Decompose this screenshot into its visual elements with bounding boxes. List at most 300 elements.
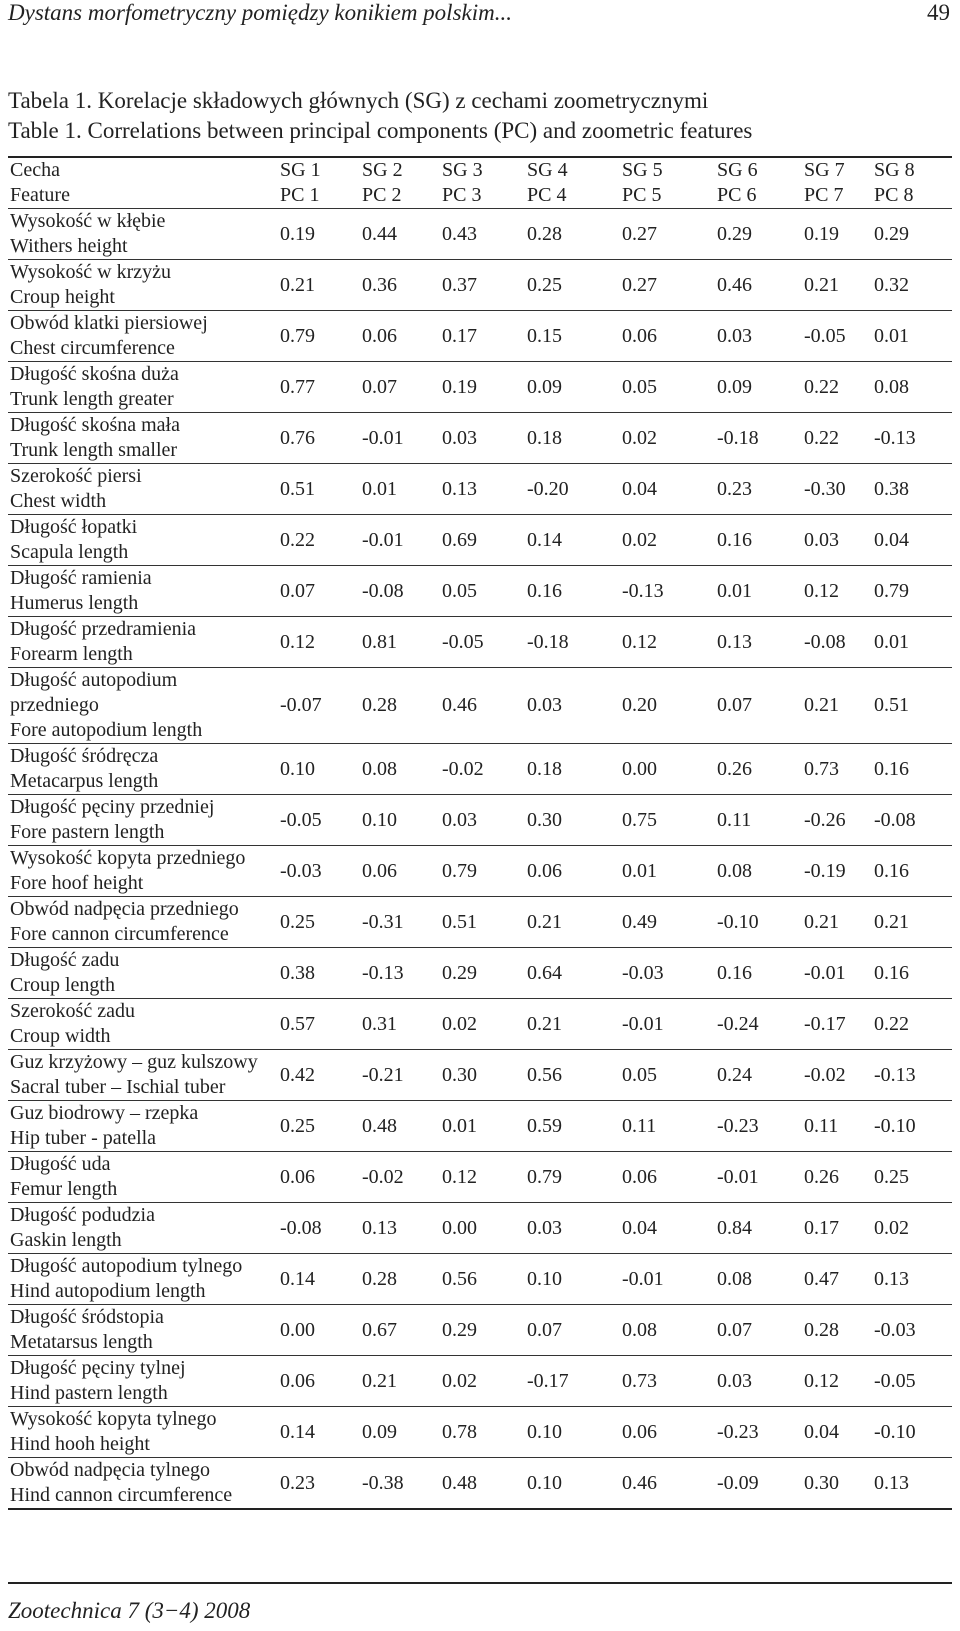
value-cell: 0.21 [280,273,315,296]
value-cell: -0.01 [804,961,846,984]
value-cell: 0.46 [717,273,752,296]
value-cell: 0.04 [804,1420,839,1443]
feature-name: Guz biodrowy – rzepka [10,1102,199,1124]
running-header [8,0,952,30]
feature-cell [8,209,278,260]
value-cell: 0.05 [622,375,657,398]
table-header [8,157,952,209]
feature-name: Wysokość w kłębie [10,210,166,232]
value-cell: 0.05 [442,579,477,602]
value-cell: 0.28 [804,1318,839,1341]
value-cell: -0.08 [280,1216,322,1239]
value-cell: -0.02 [804,1063,846,1086]
header-label-en: Feature [10,184,70,206]
feature-name: Długość zadu [10,949,120,971]
feature-name: Gaskin length [10,1229,122,1251]
value-cell: -0.31 [362,910,404,933]
value-cell: 0.79 [527,1165,562,1188]
value-cell: 0.04 [622,1216,657,1239]
feature-cell [8,515,278,566]
value-cell: 0.48 [442,1471,477,1494]
value-cell: 0.16 [527,579,562,602]
value-cell: -0.13 [622,579,664,602]
value-cell: -0.01 [362,528,404,551]
feature-name: Withers height [10,235,128,257]
value-cell: 0.42 [280,1063,315,1086]
value-cell: 0.00 [622,757,657,780]
value-cell: 0.23 [717,477,752,500]
header-component [715,157,802,209]
value-cell: 0.69 [442,528,477,551]
feature-cell [8,566,278,617]
value-cell: 0.12 [804,579,839,602]
value-cell: -0.23 [717,1114,759,1137]
table-body [8,209,952,1510]
header-label-pl: SG 5 [622,159,663,181]
value-cell: -0.05 [442,630,484,653]
value-cell: -0.01 [362,426,404,449]
value-cell: -0.23 [717,1420,759,1443]
value-cell: 0.11 [804,1114,839,1137]
feature-cell [8,311,278,362]
header-label-pl: SG 8 [874,159,915,181]
value-cell: -0.07 [280,694,322,716]
value-cell: 0.57 [280,1012,315,1035]
value-cell: 0.03 [717,324,752,347]
value-cell: -0.18 [717,426,759,449]
value-cell: 0.79 [874,579,909,602]
feature-name: Croup height [10,286,115,308]
value-cell: 0.75 [622,808,657,831]
feature-cell [8,1305,278,1356]
value-cell: 0.19 [442,375,477,398]
feature-name: Długość pęciny tylnej [10,1357,186,1379]
value-cell: -0.03 [622,961,664,984]
value-cell: 0.01 [622,859,657,882]
feature-name: Chest circumference [10,337,175,359]
value-cell: 0.13 [874,1267,909,1290]
feature-name: Długość ramienia [10,567,152,589]
header-label-en: PC 4 [527,184,567,206]
feature-name: Fore cannon circumference [10,923,229,945]
value-cell: -0.20 [527,477,569,500]
feature-cell [8,1458,278,1510]
value-cell: 0.21 [804,273,839,296]
header-component [360,157,440,209]
value-cell: 0.24 [717,1063,752,1086]
header-label-pl: SG 2 [362,159,403,181]
value-cell: 0.11 [622,1114,657,1137]
value-cell: -0.01 [622,1012,664,1035]
header-label-en: PC 7 [804,184,844,206]
header-label-en: PC 6 [717,184,757,206]
value-cell: 0.81 [362,630,397,653]
value-cell: 0.14 [280,1267,315,1290]
feature-name: Fore autopodium length [10,719,203,741]
value-cell: 0.02 [622,528,657,551]
value-cell: 0.21 [804,910,839,933]
table-row [8,413,952,464]
feature-name: Długość autopodium [10,669,178,691]
value-cell: 0.13 [717,630,752,653]
value-cell: 0.29 [717,222,752,245]
value-cell: 0.08 [622,1318,657,1341]
value-cell: 0.08 [874,375,909,398]
feature-name: Chest width [10,490,107,512]
table-row [8,1254,952,1305]
value-cell: 0.56 [527,1063,562,1086]
table-row [8,1458,952,1510]
value-cell: 0.84 [717,1216,752,1239]
value-cell: 0.29 [442,1318,477,1341]
feature-cell [8,1203,278,1254]
value-cell: 0.44 [362,222,397,245]
header-label-en: PC 3 [442,184,482,206]
value-cell: 0.06 [622,1420,657,1443]
table-row [8,464,952,515]
value-cell: 0.32 [874,273,909,296]
feature-name: Długość łopatki [10,516,138,538]
header-label-en: PC 8 [874,184,914,206]
value-cell: 0.28 [362,1267,397,1290]
feature-name: Obwód nadpęcia tylnego [10,1459,210,1481]
header-component [525,157,620,209]
table-row [8,846,952,897]
value-cell: 0.07 [717,1318,752,1341]
feature-cell [8,668,278,744]
value-cell: 0.10 [362,808,397,831]
value-cell: 0.56 [442,1267,477,1290]
value-cell: 0.12 [280,630,315,653]
value-cell: 0.38 [874,477,909,500]
table-row [8,1407,952,1458]
header-feature [8,157,278,209]
value-cell: 0.20 [622,694,657,716]
value-cell: 0.03 [717,1369,752,1392]
table-row [8,566,952,617]
value-cell: -0.38 [362,1471,404,1494]
caption-polish: Tabela 1. Korelacje składowych głównych (SG) z cechami zoometrycznymi [8,88,709,113]
header-label-pl: Cecha [10,159,60,181]
value-cell: -0.10 [874,1420,916,1443]
value-cell: 0.01 [874,630,909,653]
value-cell: 0.06 [527,859,562,882]
value-cell: 0.00 [442,1216,477,1239]
value-cell: 0.11 [717,808,752,831]
value-cell: 0.04 [874,528,909,551]
header-label-pl: SG 6 [717,159,758,181]
value-cell: 0.06 [622,1165,657,1188]
value-cell: 0.79 [280,324,315,347]
value-cell: 0.79 [442,859,477,882]
feature-cell [8,1152,278,1203]
table-row [8,1050,952,1101]
value-cell: 0.51 [442,910,477,933]
journal-footer: Zootechnica 7 (3−4) 2008 [8,1598,251,1623]
value-cell: 0.16 [874,961,909,984]
feature-cell [8,999,278,1050]
feature-name: Forearm length [10,643,133,665]
value-cell: -0.03 [280,859,322,882]
caption-english: Table 1. Correlations between principal components (PC) and zoometric features [8,118,753,143]
feature-name: Guz krzyżowy – guz kulszowy [10,1051,258,1073]
value-cell: -0.05 [804,324,846,347]
value-cell: 0.30 [804,1471,839,1494]
value-cell: 0.25 [874,1165,909,1188]
value-cell: 0.49 [622,910,657,933]
feature-name: Szerokość zadu [10,1000,135,1022]
value-cell: 0.07 [527,1318,562,1341]
feature-name: Croup width [10,1025,111,1047]
value-cell: 0.16 [717,961,752,984]
header-component [802,157,872,209]
feature-name: Sacral tuber – Ischial tuber [10,1076,226,1098]
feature-name: Wysokość kopyta przedniego [10,847,246,869]
value-cell: -0.13 [874,426,916,449]
value-cell: -0.08 [362,579,404,602]
value-cell: 0.02 [874,1216,909,1239]
value-cell: 0.21 [527,910,562,933]
value-cell: 0.02 [442,1369,477,1392]
value-cell: 0.25 [280,910,315,933]
table-row [8,897,952,948]
value-cell: 0.19 [804,222,839,245]
feature-name: Fore hoof height [10,872,144,894]
table-row [8,744,952,795]
value-cell: 0.01 [362,477,397,500]
value-cell: 0.07 [362,375,397,398]
feature-name: Wysokość kopyta tylnego [10,1408,217,1430]
value-cell: 0.21 [527,1012,562,1035]
value-cell: 0.10 [527,1267,562,1290]
value-cell: 0.46 [622,1471,657,1494]
feature-cell [8,846,278,897]
table-row [8,1203,952,1254]
value-cell: 0.03 [442,426,477,449]
feature-name: Metatarsus length [10,1331,153,1353]
correlation-table [8,156,952,1510]
feature-cell [8,1407,278,1458]
value-cell: 0.12 [804,1369,839,1392]
feature-name: Długość skośna mała [10,414,180,436]
value-cell: 0.38 [280,961,315,984]
value-cell: 0.17 [804,1216,839,1239]
value-cell: -0.17 [804,1012,846,1035]
table-row [8,209,952,260]
header-component [620,157,715,209]
value-cell: 0.22 [804,375,839,398]
feature-cell [8,795,278,846]
value-cell: 0.51 [874,694,909,716]
value-cell: 0.02 [442,1012,477,1035]
table-row [8,311,952,362]
header-label-pl: SG 3 [442,159,483,181]
feature-name: Długość pęciny przedniej [10,796,215,818]
value-cell: 0.03 [527,1216,562,1239]
header-component [872,157,952,209]
value-cell: -0.13 [874,1063,916,1086]
feature-name: Trunk length smaller [10,439,178,461]
value-cell: 0.16 [874,757,909,780]
header-label-pl: SG 1 [280,159,321,181]
value-cell: 0.05 [622,1063,657,1086]
value-cell: -0.01 [717,1165,759,1188]
feature-name: Trunk length greater [10,388,174,410]
header-label-en: PC 1 [280,184,320,206]
value-cell: 0.23 [280,1471,315,1494]
feature-name: Hind pastern length [10,1382,168,1404]
feature-name: Obwód nadpęcia przedniego [10,898,239,920]
value-cell: 0.16 [874,859,909,882]
value-cell: 0.12 [622,630,657,653]
value-cell: 0.26 [804,1165,839,1188]
value-cell: 0.43 [442,222,477,245]
feature-cell [8,1254,278,1305]
value-cell: 0.01 [874,324,909,347]
value-cell: 0.37 [442,273,477,296]
value-cell: -0.30 [804,477,846,500]
value-cell: 0.09 [527,375,562,398]
feature-name: Długość uda [10,1153,111,1175]
value-cell: -0.10 [717,910,759,933]
table-row [8,948,952,999]
feature-cell [8,1356,278,1407]
table-row [8,999,952,1050]
value-cell: -0.24 [717,1012,759,1035]
value-cell: 0.47 [804,1267,839,1290]
value-cell: 0.30 [442,1063,477,1086]
value-cell: 0.17 [442,324,477,347]
feature-name: Hind hooh height [10,1433,150,1455]
feature-cell [8,362,278,413]
value-cell: 0.31 [362,1012,397,1035]
value-cell: 0.18 [527,426,562,449]
value-cell: -0.21 [362,1063,404,1086]
value-cell: 0.16 [717,528,752,551]
feature-cell [8,260,278,311]
value-cell: 0.03 [442,808,477,831]
header-label-en: PC 2 [362,184,402,206]
value-cell: -0.09 [717,1471,759,1494]
feature-name: Obwód klatki piersiowej [10,312,208,334]
table-row [8,1356,952,1407]
value-cell: 0.77 [280,375,315,398]
footer-rule [8,1582,952,1584]
feature-name: Croup length [10,974,115,996]
feature-name: Długość skośna duża [10,363,179,385]
value-cell: 0.00 [280,1318,315,1341]
value-cell: 0.21 [804,694,839,716]
value-cell: 0.13 [362,1216,397,1239]
value-cell: 0.08 [717,859,752,882]
value-cell: 0.25 [527,273,562,296]
header-component [278,157,360,209]
value-cell: 0.13 [442,477,477,500]
feature-name: Femur length [10,1178,118,1200]
running-title: Dystans morfometryczny pomiędzy konikiem polskim... [8,0,512,25]
table-row [8,795,952,846]
table-row [8,668,952,744]
table-row [8,260,952,311]
feature-name: Hind autopodium length [10,1280,206,1302]
value-cell: -0.02 [362,1165,404,1188]
value-cell: 0.12 [442,1165,477,1188]
table-row [8,515,952,566]
value-cell: 0.76 [280,426,315,449]
feature-name: Długość autopodium tylnego [10,1255,243,1277]
value-cell: 0.06 [622,324,657,347]
value-cell: 0.06 [280,1369,315,1392]
table-row [8,617,952,668]
feature-cell [8,1101,278,1152]
value-cell: 0.67 [362,1318,397,1341]
feature-cell [8,897,278,948]
value-cell: 0.09 [717,375,752,398]
value-cell: 0.22 [804,426,839,449]
value-cell: 0.27 [622,273,657,296]
value-cell: 0.22 [280,528,315,551]
value-cell: 0.73 [804,757,839,780]
feature-name: przedniego [10,694,99,716]
feature-name: Fore pastern length [10,821,165,843]
value-cell: 0.28 [362,694,397,716]
value-cell: 0.07 [280,579,315,602]
value-cell: -0.02 [442,757,484,780]
feature-name: Metacarpus length [10,770,159,792]
table-caption [8,86,752,146]
value-cell: 0.08 [362,757,397,780]
value-cell: 0.25 [280,1114,315,1137]
value-cell: 0.14 [280,1420,315,1443]
value-cell: 0.14 [527,528,562,551]
value-cell: 0.19 [280,222,315,245]
header-component [440,157,525,209]
feature-name: Hip tuber - patella [10,1127,157,1149]
feature-name: Hind cannon circumference [10,1484,233,1506]
value-cell: -0.05 [280,808,322,831]
value-cell: 0.03 [804,528,839,551]
feature-cell [8,744,278,795]
table-row [8,1101,952,1152]
value-cell: 0.02 [622,426,657,449]
feature-cell [8,948,278,999]
value-cell: 0.10 [280,757,315,780]
header-label-pl: SG 7 [804,159,845,181]
value-cell: 0.06 [280,1165,315,1188]
value-cell: -0.10 [874,1114,916,1137]
value-cell: 0.06 [362,859,397,882]
feature-name: Wysokość w krzyżu [10,261,171,283]
value-cell: 0.51 [280,477,315,500]
page-number: 49 [927,0,950,25]
value-cell: -0.13 [362,961,404,984]
feature-name: Długość śródstopia [10,1306,164,1328]
value-cell: 0.26 [717,757,752,780]
value-cell: 0.48 [362,1114,397,1137]
value-cell: -0.19 [804,859,846,882]
feature-name: Długość podudzia [10,1204,155,1226]
value-cell: 0.22 [874,1012,909,1035]
value-cell: 0.09 [362,1420,397,1443]
value-cell: 0.03 [527,694,562,716]
feature-name: Humerus length [10,592,139,614]
table-row [8,1305,952,1356]
value-cell: -0.18 [527,630,569,653]
value-cell: 0.28 [527,222,562,245]
value-cell: 0.46 [442,694,477,716]
value-cell: -0.05 [874,1369,916,1392]
value-cell: 0.21 [362,1369,397,1392]
